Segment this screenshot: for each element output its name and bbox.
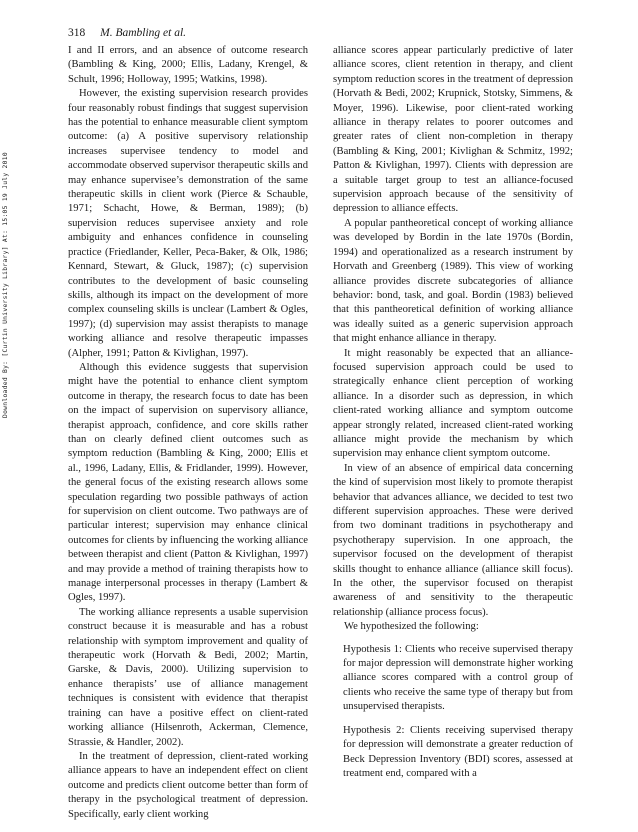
paragraph: However, the existing supervision research provides four reasonably robust findings that suggest supervision has the potential to enhance measurable client symptom outcome: (a) A positive supervisory relationship increases supervisee tendency to model and accommodate observed supervisor therapeutic skills and may enhance supervisee’s demonstration of the same therapeutic skills in client work (Pierce & Schauble, 1971; Schacht, Howe, & Berman, 1989); (b) supervision reduces supervisee anxiety and role ambiguity and enhances confidence in counseling practice (Friedlander, Keller, Peca-Baker, & Olk, 1986; Kennard, Stewart, & Gluck, 1987); (c) supervision contributes to the development of basic counseling skills, although its impact on the development of more complex counseling skills is unclear (Lambert & Ogles, 1997); (d) supervision may assist therapists to manage working alliance and resolve therapeutic impasses (Alpher, 1991; Patton & Kivlighan, 1997).	[68, 88, 308, 359]
paragraph: It might reasonably be expected that an alliance-focused supervision approach could be used to strategically enhance client perception of working alliance. In a disorder such as depression, in which client-rated working alliance and symptom outcome appear strongly related, increased client-rated working alliance might provide the mechanism by which supervision may enhance client symptom outcome.	[333, 347, 573, 460]
right-column	[333, 44, 573, 781]
paragraph: I and II errors, and an absence of outcome research (Bambling & King, 2000; Ellis, Ladany, Krengel, & Schult, 1996; Holloway, 1995; Watkins, 1998).	[68, 45, 308, 85]
paragraph: Although this evidence suggests that supervision might have the potential to enhance client symptom outcome in therapy, the research focus to date has been on the impact of supervision on supervisory alliance, therapist approach, confidence, and core skills rather than on clearly defined client outcomes such as symptom reduction (Bambling & King, 2000; Ellis et al., 1996, Ladany, Ellis, & Fridlander, 1999). However, the general focus of the existing research allows some speculation regarding two possible pathways of action for supervision on client outcome. Two pathways are of particular interest; supervision may enhance clinical outcomes for clients by influencing the working alliance between therapist and client (Patton & Kivlighan, 1997) and may provide a method of training therapists how to manage interpersonal processes in therapy (Lambert & Ogles, 1997).	[68, 361, 308, 604]
paragraph: The working alliance represents a usable supervision construct because it is measurable and has a robust relationship with symptom improvement and quality of therapeutic work (Horvath & Bedi, 2002; Martin, Garske, & Davis, 2000). Utilizing supervision to enhance therapists’ use of alliance management techniques is consistent with evidence that therapist training can have a positive effect on client-rated working alliance (Hilsenroth, Ackerman, Clemence, Strassie, & Handler, 2002).	[68, 606, 308, 748]
running-head-authors: M. Bambling et al.	[100, 27, 187, 39]
download-note: Downloaded By: [Curtin University Library] At: 15:05 19 July 2010	[2, 152, 9, 418]
running-header	[68, 27, 186, 39]
paragraph: In view of an absence of empirical data concerning the kind of supervision most likely to promote therapist behavior that advances alliance, we decided to test two different supervision approaches. These were derived from two dominant traditions in psychotherapy and psychotherapy supervision. In one approach, the supervisor focused on the development of therapist skills thought to enhance alliance (alliance skill focus). In the other, the supervisor focused on therapist awareness of and sensitivity to the therapeutic relationship (alliance process focus).	[333, 462, 573, 618]
page-number: 318	[68, 27, 86, 39]
paragraph: We hypothesized the following:	[344, 621, 479, 633]
paragraph: alliance scores appear particularly predictive of later alliance scores, client retention in therapy, and client symptom reduction scores in the treatment of depression (Horvath & Bedi, 2002; Krupnick, Stotsky, Simmens, & Moyer, 1996). Likewise, poor client-rated working alliance in therapy relates to poorer outcomes and greater rates of client non-completion in therapy (Bambling & King, 2001; Kivlighan & Schmitz, 1992; Patton & Kivlighan, 1997). Clients with depression are a suitable target group to test an alliance-focused supervision approach because of the sensitivity of depression to alliance effects.	[333, 45, 573, 215]
hypothesis-2: Hypothesis 2: Clients receiving supervised therapy for depression will demonstrate a greater reduction of Beck Depression Inventory (BDI) scores, assessed at treatment end, compared with a	[343, 724, 573, 779]
hypothesis-1: Hypothesis 1: Clients who receive supervised therapy for major depression will demonstrate higher working alliance scores compared with a control group of clients who receive the same type of therapy but from unsupervised therapists.	[343, 643, 573, 713]
left-column	[68, 44, 308, 822]
paragraph: A popular pantheoretical concept of working alliance was developed by Bordin in the late 1970s (Bordin, 1994) and operationalized as a research instrument by Horvath and Greenberg (1989). This view of working alliance provides discrete subcategories of alliance behavior: bond, task, and goal. Bordin (1983) believed that this pantheoretical definition of working alliance was ideally suited as a generic supervision approach that might enhance alliance in therapy.	[333, 217, 573, 345]
paragraph: In the treatment of depression, client-rated working alliance appears to have an independent effect on client outcome and predicts client outcome better than form of therapy in the psychological treatment of depression. Specifically, early client working	[68, 750, 308, 820]
